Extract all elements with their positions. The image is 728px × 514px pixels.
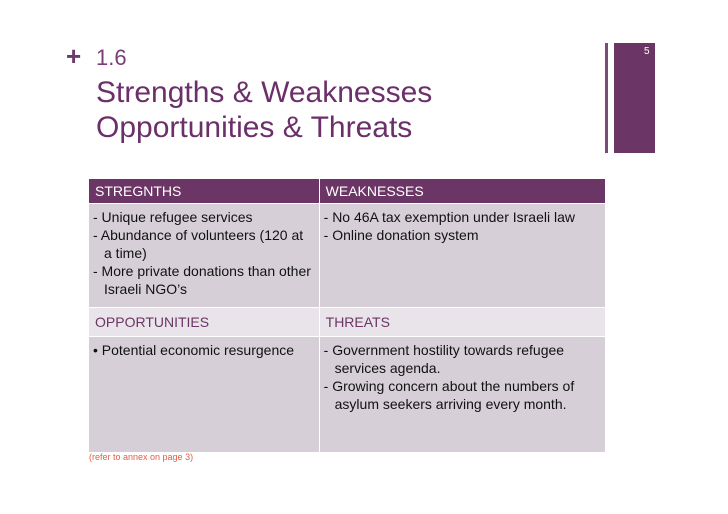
swot-header-row-2 [89, 308, 606, 337]
swot-body-row-2 [89, 337, 606, 453]
strength-item: - Abundance of volunteers (120 at a time) [93, 227, 304, 261]
strength-item: - Unique refugee services [93, 209, 253, 225]
weakness-item: - No 46A tax exemption under Israeli law [323, 209, 575, 225]
threats-header: THREATS [319, 308, 605, 337]
plus-icon: + [66, 41, 82, 71]
weaknesses-header: WEAKNESSES [319, 179, 605, 204]
strengths-cell [89, 204, 320, 308]
swot-body-row-1 [89, 204, 606, 308]
opportunity-item: • Potential economic resurgence [93, 342, 295, 358]
swot-table [88, 178, 606, 453]
section-number: 1.6 [96, 45, 127, 70]
opportunities-cell [89, 337, 320, 453]
threats-cell [319, 337, 605, 453]
decorative-bar-thick [614, 43, 655, 153]
page-number: 5 [644, 46, 650, 57]
decorative-bar-thin [605, 43, 608, 153]
swot-header-row-1 [89, 179, 606, 204]
strengths-header: STREGNTHS [89, 179, 320, 204]
threat-item: - Government hostility towards refugee services agenda. [323, 342, 565, 376]
opportunities-header: OPPORTUNITIES [89, 308, 320, 337]
strength-item: - More private donations than other Israeli NGO’s [93, 263, 311, 297]
weakness-item: - Online donation system [323, 227, 479, 243]
annex-note: (refer to annex on page 3) [89, 452, 194, 462]
weaknesses-cell [319, 204, 605, 308]
slide-title-line-2: Opportunities & Threats [96, 111, 413, 144]
slide-title-line-1: Strengths & Weaknesses [96, 76, 433, 109]
threat-item: - Growing concern about the numbers of asylum seekers arriving every month. [323, 378, 575, 412]
